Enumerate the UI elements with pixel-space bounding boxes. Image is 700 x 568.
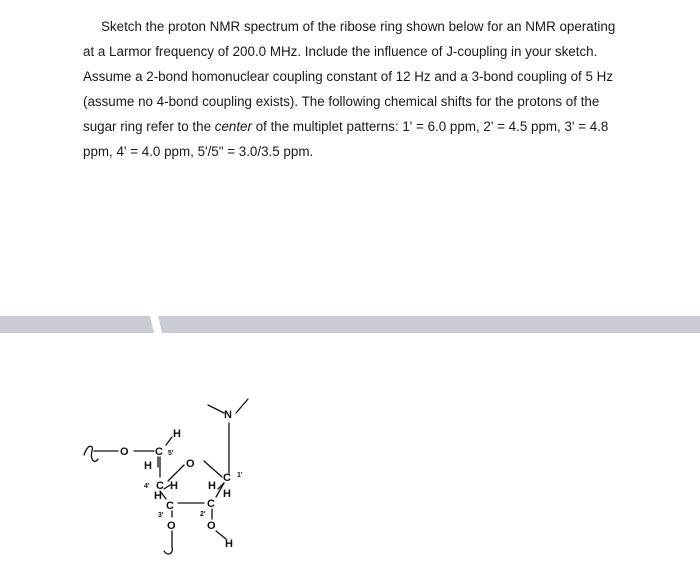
chain-break-squiggle-bottom [164, 547, 172, 554]
atom-h-hydroxyl: H [225, 538, 233, 550]
question-line-5 [83, 114, 673, 139]
atom-c3: C [166, 500, 174, 512]
question-line-6: ppm, 4' = 4.0 ppm, 5'/5" = 3.0/3.5 ppm. [83, 144, 314, 159]
atom-o-chain: O [120, 446, 129, 458]
question-line-4: (assume no 4-bond coupling exists). The following chemical shifts for the protons of the [83, 94, 600, 109]
atom-h2: H [223, 488, 231, 500]
ribose-structure-diagram [80, 385, 280, 565]
atom-n: N [224, 409, 232, 421]
atom-c4: C [156, 480, 164, 492]
atom-h5-top: H [173, 428, 181, 440]
section-divider [0, 316, 700, 333]
question-line-5-end: of the multiplet patterns: 1' = 6.0 ppm, 2' = 4.5 ppm, 3' = 4.8 [251, 119, 609, 134]
label-3-prime: 3' [158, 512, 164, 519]
atom-c1: C [223, 472, 231, 484]
atom-o2: O [207, 520, 216, 532]
question-text [83, 14, 673, 164]
atom-h3: H [154, 490, 162, 502]
atom-o3: O [167, 520, 176, 532]
atom-c2: C [207, 498, 215, 510]
label-4-prime: 4' [144, 483, 150, 490]
question-line-3: Assume a 2-bond homonuclear coupling constant of 12 Hz and a 3-bond coupling of 5 Hz [83, 69, 614, 84]
label-5-prime: 5' [168, 450, 174, 457]
chain-break-squiggle-left [84, 446, 98, 461]
atom-h4: H [170, 480, 178, 492]
question-emphasis-center: center [214, 119, 252, 134]
label-2-prime: 2' [200, 511, 206, 518]
question-line-2: at a Larmor frequency of 200.0 MHz. Include the influence of J-coupling in your sketch. [83, 44, 598, 59]
atom-h5-left: H [144, 460, 152, 472]
label-1-prime: 1' [237, 472, 243, 479]
atom-o-ring: O [186, 458, 195, 470]
question-line-5-start: sugar ring refer to the [83, 119, 215, 134]
atom-c5: C [155, 446, 163, 458]
atom-h1: H [208, 480, 216, 492]
question-line-1: Sketch the proton NMR spectrum of the ribose ring shown below for an NMR operating [101, 19, 616, 34]
